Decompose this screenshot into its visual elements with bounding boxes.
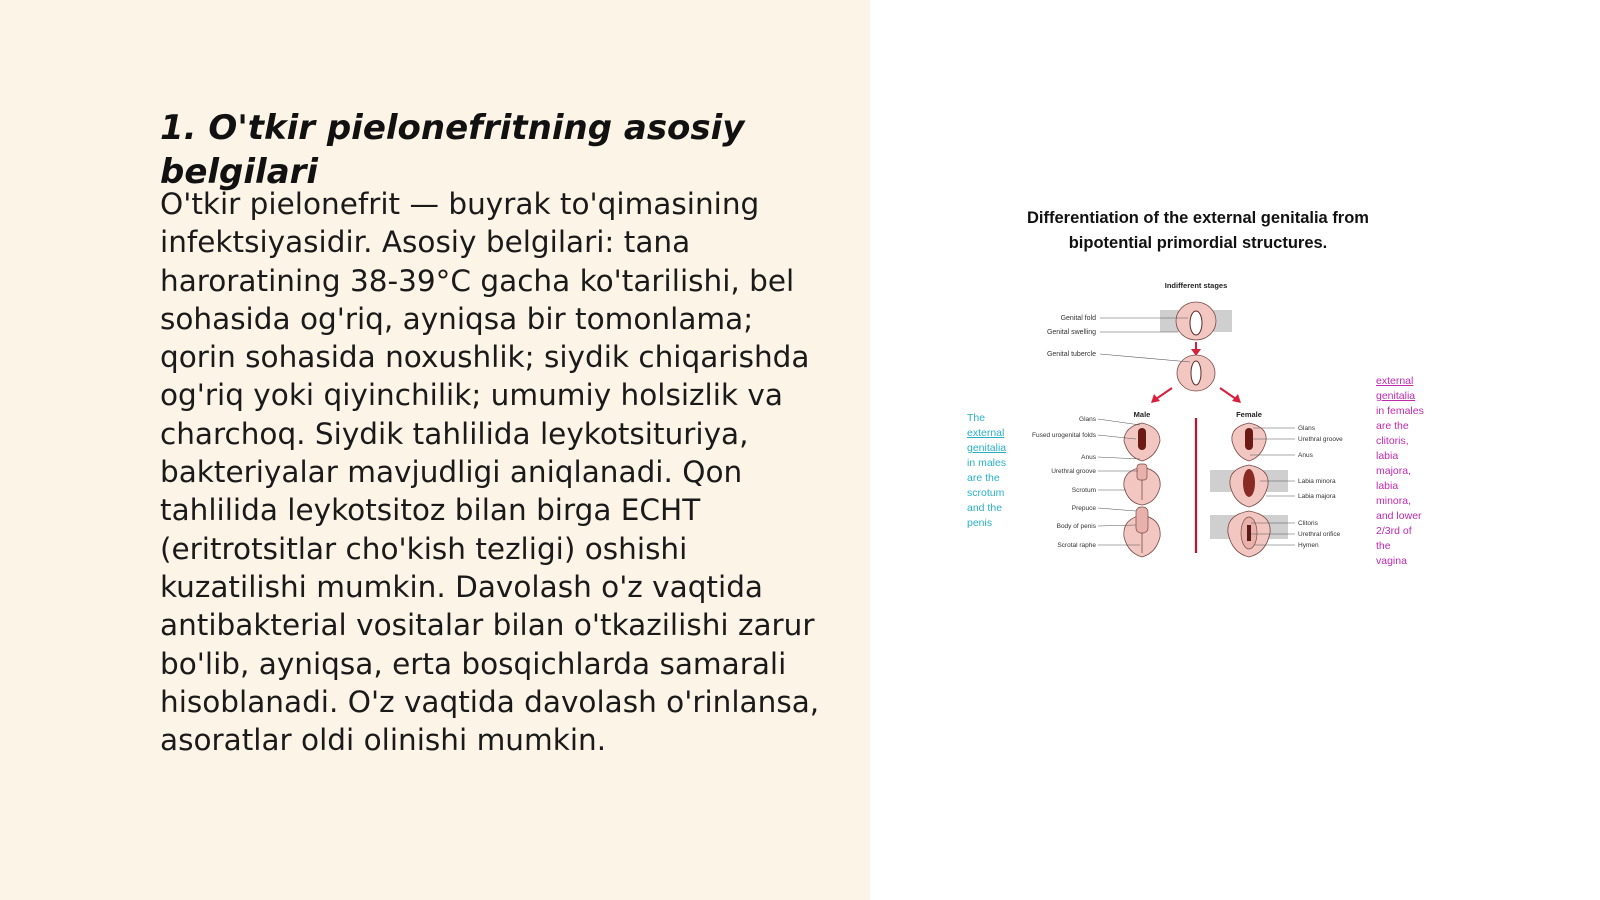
- label-prepuce: Prepuce: [1071, 505, 1096, 512]
- male-stage-2: [1124, 464, 1160, 505]
- indifferent-stage-bottom: [1177, 355, 1215, 391]
- indifferent-stage-top: [1160, 302, 1232, 340]
- genitalia-differentiation-diagram: [960, 275, 1430, 575]
- male-note-text: in males are the scrotum and the penis: [967, 457, 1007, 529]
- label-male-anus: Anus: [1081, 454, 1096, 461]
- indifferent-stage-label: Indifferent stages: [1164, 281, 1228, 290]
- label-labia-majora: Labia majora: [1298, 493, 1336, 500]
- label-body-of-penis: Body of penis: [1056, 523, 1096, 530]
- female-note-link[interactable]: external genitalia: [1376, 375, 1416, 402]
- label-female-glans: Glans: [1298, 425, 1315, 432]
- male-note-link[interactable]: external genitalia: [967, 427, 1007, 454]
- arrow-to-male-icon: [1151, 394, 1160, 403]
- figure-title-line2: bipotential primordial structures.: [1068, 234, 1328, 252]
- female-labels: [1298, 425, 1343, 549]
- figure-title: [998, 206, 1398, 256]
- male-note-intro: The: [967, 412, 986, 424]
- label-female-urethral-groove: Urethral groove: [1298, 436, 1343, 443]
- label-urethral-orifice: Urethral orifice: [1298, 531, 1341, 538]
- label-scrotum: Scrotum: [1071, 487, 1096, 494]
- label-genital-swelling: Genital swelling: [1046, 329, 1096, 336]
- label-clitoris: Clitoris: [1298, 520, 1318, 527]
- label-labia-minora: Labia minora: [1298, 478, 1336, 485]
- slide-body-text: O'tkir pielonefrit — buyrak to'qimasining infektsiyasidir. Asosiy belgilari: tana haroratining 38-39°C gacha ko'tarilishi, bel sohasida og'riq, ayniqsa bir tomonlama; qorin sohasida noxushlik; siydik chiqarishda og'riq yoki qiyinchilik; umumiy holsizlik va charchoq. Siydik tahlilida leykotsituriya, bakteriyalar mavjudligi aniqlanadi. Qon tahlilida leykotsitoz bilan birga ECHT (eritrotsitlar cho'kish tezligi) oshishi kuzatilishi mumkin. Davolash o'z vaqtida antibakterial vositalar bilan o'tkazilishi zarur bo'lib, ayniqsa, erta bosqichlarda samarali hisoblanadi. O'z vaqtida davolash o'rinlansa, asoratlar oldi olinishi mumkin.: [160, 187, 820, 758]
- female-heading: Female: [1236, 410, 1262, 419]
- male-heading: Male: [1133, 410, 1151, 419]
- male-stage-1: [1124, 423, 1160, 461]
- label-scrotal-raphe: Scrotal raphe: [1057, 542, 1096, 549]
- arrow-to-female-icon: [1232, 394, 1241, 403]
- label-male-urethral-groove: Urethral groove: [1051, 468, 1096, 475]
- label-male-glans: Glans: [1079, 416, 1096, 423]
- male-stage-3: [1124, 507, 1160, 557]
- male-labels: [1032, 416, 1097, 549]
- label-hymen: Hymen: [1298, 542, 1319, 549]
- label-fused-urogenital-folds: Fused urogenital folds: [1032, 432, 1096, 439]
- slide-title: 1. O'tkir pielonefritning asosiy belgilari: [160, 108, 745, 192]
- label-female-anus: Anus: [1298, 452, 1313, 459]
- female-note-text: in females are the clitoris, labia majora, labia minora, and lower 2/3rd of the vagina: [1376, 405, 1424, 567]
- label-genital-fold: Genital fold: [1060, 315, 1096, 322]
- female-stage-2: [1210, 465, 1288, 507]
- figure-title-line1: Differentiation of the external genitalia from: [1027, 209, 1369, 227]
- label-genital-tubercle: Genital tubercle: [1046, 351, 1096, 358]
- indifferent-labels: [1047, 315, 1096, 358]
